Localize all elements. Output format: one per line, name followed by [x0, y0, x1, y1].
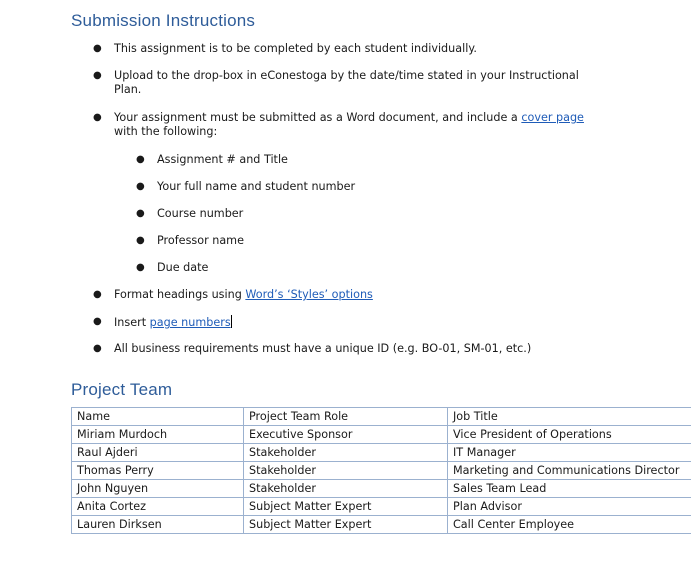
list-item-text: This assignment is to be completed by each student individually. — [114, 42, 477, 55]
table-row — [72, 516, 691, 534]
list-item — [93, 288, 373, 302]
bullet-icon: ● — [136, 235, 145, 246]
cell-name: John Nguyen — [72, 480, 244, 498]
table-header-row — [72, 408, 691, 426]
cell-role: Executive Sponsor — [244, 426, 448, 444]
project-team-table — [71, 407, 691, 534]
cover-page-link[interactable]: cover page — [521, 111, 584, 124]
sub-list-item-text: Your full name and student number — [157, 180, 356, 193]
list-item-text: All business requirements must have a unique ID (e.g. BO-01, SM-01, etc.) — [114, 342, 532, 355]
cell-job-title: Vice President of Operations — [448, 426, 691, 444]
header-cell-job-title: Job Title — [448, 408, 691, 426]
submission-instructions-heading: Submission Instructions — [71, 11, 256, 30]
table-row — [72, 426, 691, 444]
list-item-text: with the following: — [114, 125, 218, 138]
table-row — [72, 480, 691, 498]
cell-name: Raul Ajderi — [72, 444, 244, 462]
cell-name: Miriam Murdoch — [72, 426, 244, 444]
cell-role: Subject Matter Expert — [244, 516, 448, 534]
sub-list-item — [136, 261, 209, 275]
list-item — [93, 315, 232, 330]
cell-name: Thomas Perry — [72, 462, 244, 480]
cell-job-title: Plan Advisor — [448, 498, 691, 516]
cell-role: Subject Matter Expert — [244, 498, 448, 516]
cell-job-title: Sales Team Lead — [448, 480, 691, 498]
bullet-icon: ● — [93, 316, 102, 327]
sub-list-item — [136, 207, 244, 221]
project-team-heading: Project Team — [71, 380, 173, 399]
cell-name: Anita Cortez — [72, 498, 244, 516]
bullet-icon: ● — [93, 343, 102, 354]
sub-list-item — [136, 153, 288, 167]
header-cell-name: Name — [72, 408, 244, 426]
bullet-icon: ● — [136, 181, 145, 192]
list-item-text: Format headings using — [114, 288, 246, 301]
bullet-icon: ● — [93, 43, 102, 54]
sub-list-item-text: Due date — [157, 261, 209, 274]
cell-name: Lauren Dirksen — [72, 516, 244, 534]
table-row — [72, 462, 691, 480]
sub-list-item-text: Assignment # and Title — [157, 153, 288, 166]
styles-options-link[interactable]: Word’s ‘Styles’ options — [245, 288, 373, 301]
bullet-icon: ● — [136, 154, 145, 165]
cell-role: Stakeholder — [244, 462, 448, 480]
table-row — [72, 498, 691, 516]
cell-role: Stakeholder — [244, 480, 448, 498]
header-cell-role: Project Team Role — [244, 408, 448, 426]
cell-job-title: IT Manager — [448, 444, 691, 462]
list-item-text: Your assignment must be submitted as a Word document, and include a — [114, 111, 522, 124]
list-item-text: Upload to the drop-box in eConestoga by the date/time stated in your Instructional — [114, 69, 579, 82]
table-row — [72, 444, 691, 462]
page-numbers-link[interactable]: page numbers — [149, 316, 231, 329]
sub-list-item-text: Course number — [157, 207, 244, 220]
cell-job-title: Call Center Employee — [448, 516, 691, 534]
list-item — [93, 111, 584, 139]
bullet-icon: ● — [93, 289, 102, 300]
sub-list-item — [136, 180, 356, 194]
sub-list-item-text: Professor name — [157, 234, 244, 247]
sub-list-item — [136, 234, 244, 248]
list-item — [93, 342, 532, 356]
bullet-icon: ● — [136, 208, 145, 219]
text-cursor — [231, 315, 232, 328]
list-item-text: Plan. — [114, 83, 142, 96]
cell-role: Stakeholder — [244, 444, 448, 462]
cell-job-title: Marketing and Communications Director — [448, 462, 691, 480]
list-item-text: Insert — [114, 316, 150, 329]
bullet-icon: ● — [136, 262, 145, 273]
list-item — [93, 69, 579, 97]
list-item — [93, 42, 477, 56]
bullet-icon: ● — [93, 70, 102, 81]
bullet-icon: ● — [93, 112, 102, 123]
